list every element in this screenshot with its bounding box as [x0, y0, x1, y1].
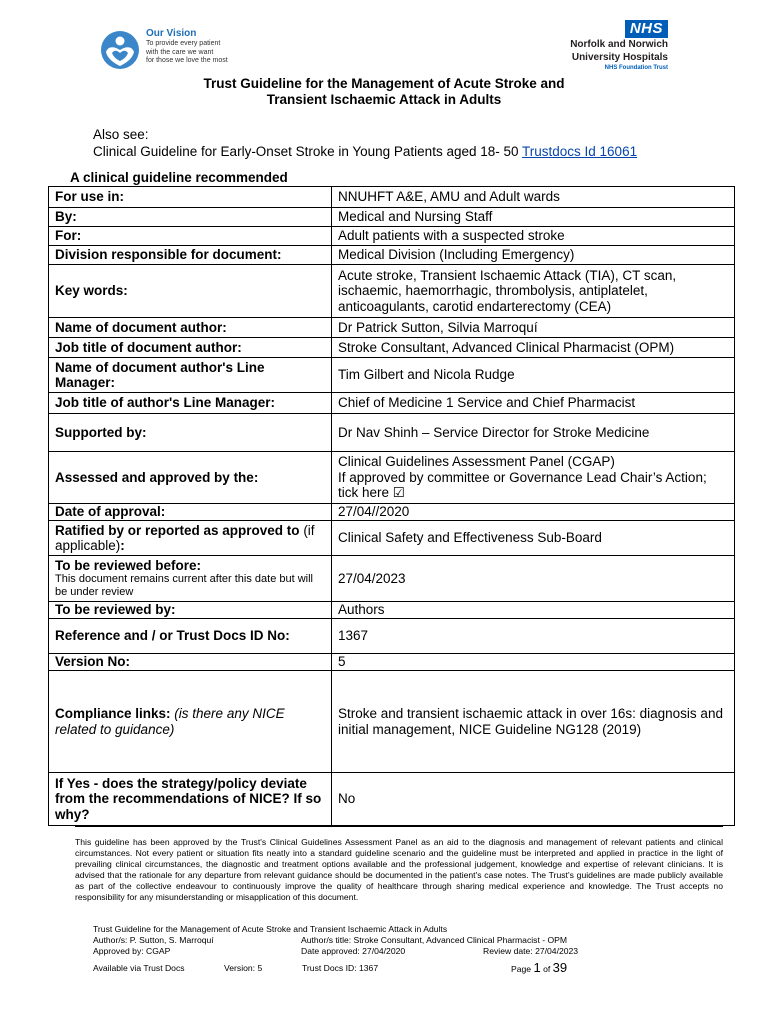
row-value: Stroke Consultant, Advanced Clinical Pharmacist (OPM) [332, 338, 735, 358]
footer-version: Version: 5 [224, 963, 263, 973]
table-row [49, 671, 735, 773]
also-see-label: Also see: [93, 127, 149, 142]
row-value: Medical Division (Including Emergency) [332, 246, 735, 265]
row-key: For: [49, 227, 332, 246]
row-key: Assessed and approved by the: [49, 452, 332, 504]
footer-date-approved: Date approved: 27/04/2020 [301, 946, 406, 956]
row-key: If Yes - does the strategy/policy deviate from the recommendations of NICE? If so why? [49, 773, 332, 826]
row-value: NNUHFT A&E, AMU and Adult wards [332, 187, 735, 208]
row-value: Adult patients with a suspected stroke [332, 227, 735, 246]
nhs-trust-logo [498, 20, 668, 72]
table-row [49, 773, 735, 826]
footer-title: Trust Guideline for the Management of Acute Stroke and Transient Ischaemic Attack in Adults [93, 924, 448, 934]
table-row [49, 318, 735, 338]
disclaimer-text: This guideline has been approved by the Trust's Clinical Guidelines Assessment Panel as an aid to the diagnosis and management of relevant patients and clinical circumstances. Not every patient or situation fits neatly into a standard guideline scenario and the guideline must be interpreted and applied in practice in the light of prevailing clinical circumstances, the diagnostic and treatment options available and the professional judgement, knowledge and expertise of relevant clinicians. It is advised that the rationale for any departure from relevant guidance should be documented in the patient's case notes. The Trust's guidelines are made publicly available as part of the collective endeavour to continuously improve the quality of healthcare through sharing medical experience and knowledge. The Trust accepts no responsibility for any misunderstanding or misapplication of this document. [75, 837, 723, 902]
row-key [49, 556, 332, 602]
table-row [49, 452, 735, 504]
table-row [49, 265, 735, 318]
ratified-key: Ratified by or reported as approved to [55, 522, 300, 538]
also-see-text: Clinical Guideline for Early-Onset Stroke in Young Patients aged 18- 50 [93, 144, 523, 159]
compliance-key: Compliance links: [55, 706, 171, 721]
footer-row [93, 935, 653, 946]
footer-authors: Author/s: P. Sutton, S. Marroquí [93, 935, 214, 945]
row-key: For use in: [49, 187, 332, 208]
row-key [49, 671, 332, 773]
row-value: Medical and Nursing Staff [332, 208, 735, 227]
table-row [49, 393, 735, 414]
row-value: Authors [332, 602, 735, 619]
our-vision-logo [98, 28, 278, 72]
row-key [49, 521, 332, 556]
also-see-section [93, 126, 637, 160]
row-value [332, 452, 735, 504]
row-key: Name of document author: [49, 318, 332, 338]
table-row [49, 358, 735, 393]
vision-line: To provide every patient [146, 40, 221, 47]
table-row [49, 414, 735, 452]
row-value: No [332, 773, 735, 826]
footer-available: Available via Trust Docs [93, 963, 185, 973]
row-value: 27/04/2023 [332, 556, 735, 602]
row-key: Job title of author's Line Manager: [49, 393, 332, 414]
recommended-heading: A clinical guideline recommended [70, 170, 288, 185]
row-value: Tim Gilbert and Nicola Rudge [332, 358, 735, 393]
table-row [49, 619, 735, 654]
document-title [100, 76, 668, 108]
row-key: By: [49, 208, 332, 227]
page-number [511, 960, 567, 975]
table-row [49, 654, 735, 671]
row-value: 1367 [332, 619, 735, 654]
row-value: Dr Patrick Sutton, Silvia Marroquí [332, 318, 735, 338]
review-before-note: This document remains current after this date but will be under review [55, 573, 314, 599]
row-value: Stroke and transient ischaemic attack in over 16s: diagnosis and initial management, NICE Guideline NG128 (2019) [332, 671, 735, 773]
table-row [49, 338, 735, 358]
nhs-badge: NHS [625, 20, 668, 38]
row-value: Acute stroke, Transient Ischaemic Attack (TIA), CT scan, ischaemic, haemorrhagic, thrombolysis, antiplatelet, anticoagulants, carotid endarterectomy (CEA) [332, 265, 735, 318]
row-value: Clinical Safety and Effectiveness Sub-Board [332, 521, 735, 556]
table-row [49, 246, 735, 265]
row-value: 27/04//2020 [332, 504, 735, 521]
ratified-colon: : [120, 538, 125, 553]
row-key: Version No: [49, 654, 332, 671]
footer-approved-by: Approved by: CGAP [93, 946, 171, 956]
table-row [49, 504, 735, 521]
title-line: Trust Guideline for the Management of Acute Stroke and [203, 76, 565, 91]
table-row [49, 556, 735, 602]
trust-name-line1: Norfolk and Norwich [570, 39, 668, 50]
vision-heart-icon [98, 30, 142, 70]
table-row [49, 187, 735, 208]
divider [75, 826, 723, 827]
review-before-key: To be reviewed before: [55, 557, 202, 573]
trust-name-line3: NHS Foundation Trust [604, 65, 668, 71]
assessed-value-line: Clinical Guidelines Assessment Panel (CGAP) [338, 454, 615, 470]
footer-row [93, 946, 653, 957]
page-current: 1 [533, 960, 541, 975]
of-word: of [540, 964, 553, 974]
vision-title: Our Vision [146, 28, 197, 39]
row-key: To be reviewed by: [49, 602, 332, 619]
row-value: Chief of Medicine 1 Service and Chief Pharmacist [332, 393, 735, 414]
row-key: Reference and / or Trust Docs ID No: [49, 619, 332, 654]
page-word: Page [511, 964, 534, 974]
row-key: Date of approval: [49, 504, 332, 521]
table-row [49, 602, 735, 619]
footer-docs-id: Trust Docs ID: 1367 [302, 963, 379, 973]
ratified-note: (if applicable) [55, 522, 315, 553]
row-value: Dr Nav Shinh – Service Director for Stroke Medicine [332, 414, 735, 452]
assessed-value-line: If approved by committee or Governance Lead Chair’s Action; tick here ☑ [338, 469, 707, 501]
vision-line: for those we love the most [146, 57, 228, 65]
footer-author-title: Author/s title: Stroke Consultant, Advanced Clinical Pharmacist - OPM [301, 935, 568, 945]
trust-name-line2: University Hospitals [571, 52, 668, 63]
document-metadata-table [48, 186, 735, 826]
table-row [49, 521, 735, 556]
page-footer [93, 924, 653, 957]
footer-row [93, 924, 653, 935]
trustdocs-link[interactable]: Trustdocs Id 16061 [522, 144, 638, 159]
row-key: Name of document author's Line Manager: [49, 358, 332, 393]
row-value: 5 [332, 654, 735, 671]
page-total: 39 [552, 960, 568, 975]
row-key: Job title of document author: [49, 338, 332, 358]
vision-line: with the care we want [146, 48, 214, 56]
table-row [49, 208, 735, 227]
table-row [49, 227, 735, 246]
compliance-note: (is there any NICE related to guidance) [55, 706, 285, 737]
row-key: Division responsible for document: [49, 246, 332, 265]
title-line: Transient Ischaemic Attack in Adults [266, 92, 502, 107]
row-key: Supported by: [49, 414, 332, 452]
footer-review-date: Review date: 27/04/2023 [483, 946, 579, 956]
row-key: Key words: [49, 265, 332, 318]
